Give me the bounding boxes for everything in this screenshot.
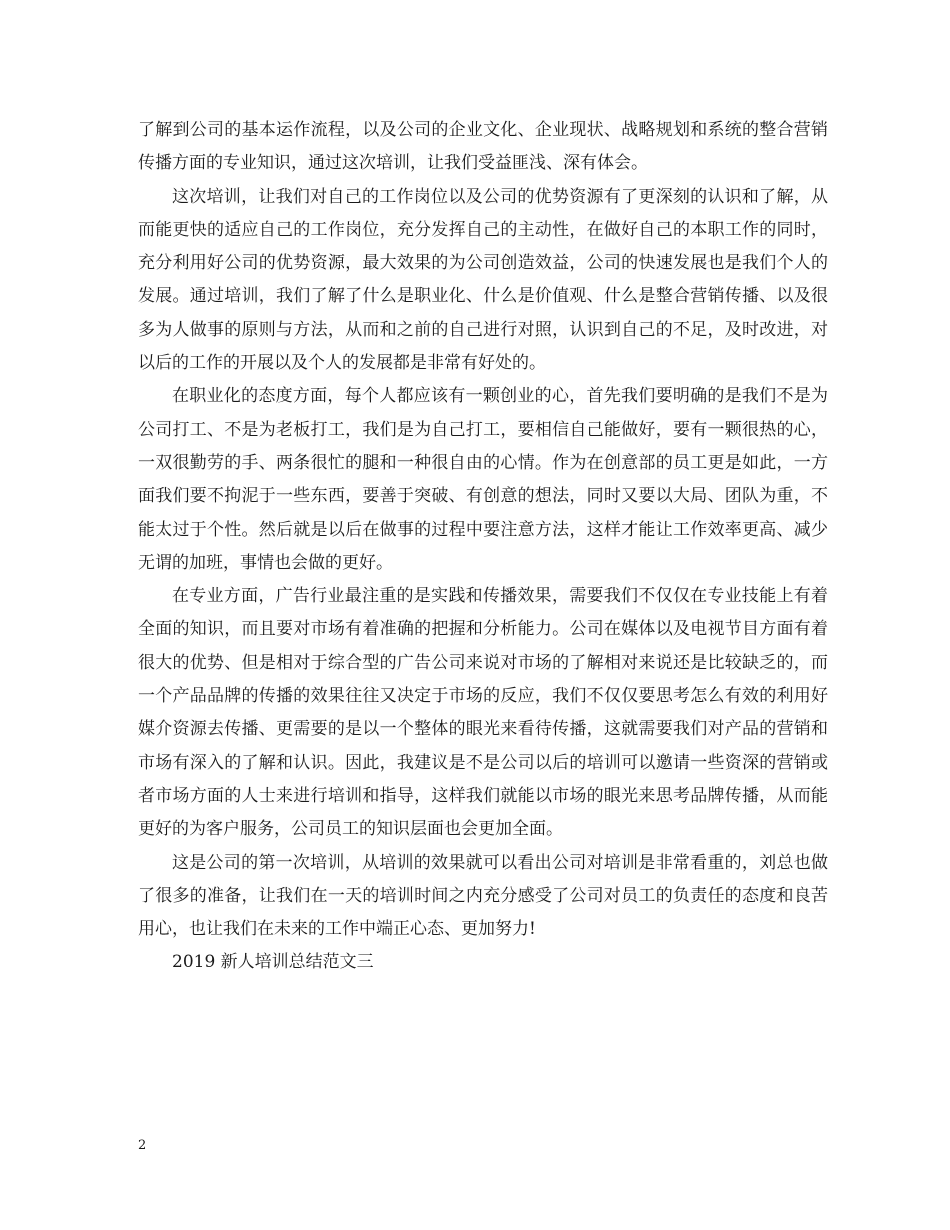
paragraph-5: 这是公司的第一次培训，从培训的效果就可以看出公司对培训是非常看重的，刘总也做了很多的准备，让我们在一天的培训时间之内充分感受了公司对员工的负责任的态度和良苦用心，也让我们在未来的工作中端正心态、更加努力! <box>138 852 828 940</box>
page-number: 2 <box>138 1138 147 1153</box>
paragraph-1: 了解到公司的基本运作流程，以及公司的企业文化、企业现状、战略规划和系统的整合营销传播方面的专业知识，通过这次培训，让我们受益匪浅、深有体会。 <box>138 120 828 174</box>
paragraph-4: 在专业方面，广告行业最注重的是实践和传播效果，需要我们不仅仅在专业技能上有着全面的知识，而且要对市场有着准确的把握和分析能力。公司在媒体以及电视节目方面有着很大的优势、但是相对于综合型的广告公司来说对市场的了解相对来说还是比较缺乏的，而一个产品品牌的传播的效果往往又决定于市场的反应，我们不仅仅要思考怎么有效的利用好媒介资源去传播、更需要的是以一个整体的眼光来看待传播，这就需要我们对产品的营销和市场有深入的了解和认识。因此，我建议是不是公司以后的培训可以邀请一些资深的营销或者市场方面的人士来进行培训和指导，这样我们就能以市场的眼光来思考品牌传播，从而能更好的为客户服务，公司员工的知识层面也会更加全面。 <box>138 586 828 840</box>
section-heading: 2019 新人培训总结范文三 <box>172 952 374 973</box>
paragraph-3: 在职业化的态度方面，每个人都应该有一颗创业的心，首先我们要明确的是我们不是为公司打工、不是为老板打工，我们是为自己打工，要相信自己能做好，要有一颗很热的心，一双很勤劳的手、两条很忙的腿和一种很自由的心情。作为在创意部的员工更是如此，一方面我们要不拘泥于一些东西，要善于突破、有创意的想法，同时又要以大局、团队为重，不能太过于个性。然后就是以后在做事的过程中要注意方法，这样才能让工作效率更高、减少无谓的加班，事情也会做的更好。 <box>138 386 828 573</box>
paragraph-2: 这次培训，让我们对自己的工作岗位以及公司的优势资源有了更深刻的认识和了解，从而能更快的适应自己的工作岗位，充分发挥自己的主动性，在做好自己的本职工作的同时，充分利用好公司的优势资源，最大效果的为公司创造效益，公司的快速发展也是我们个人的发展。通过培训，我们了解了什么是职业化、什么是价值观、什么是整合营销传播、以及很多为人做事的原则与方法，从而和之前的自己进行对照，认识到自己的不足，及时改进，对以后的工作的开展以及个人的发展都是非常有好处的。 <box>138 186 828 374</box>
document-body <box>138 114 828 980</box>
